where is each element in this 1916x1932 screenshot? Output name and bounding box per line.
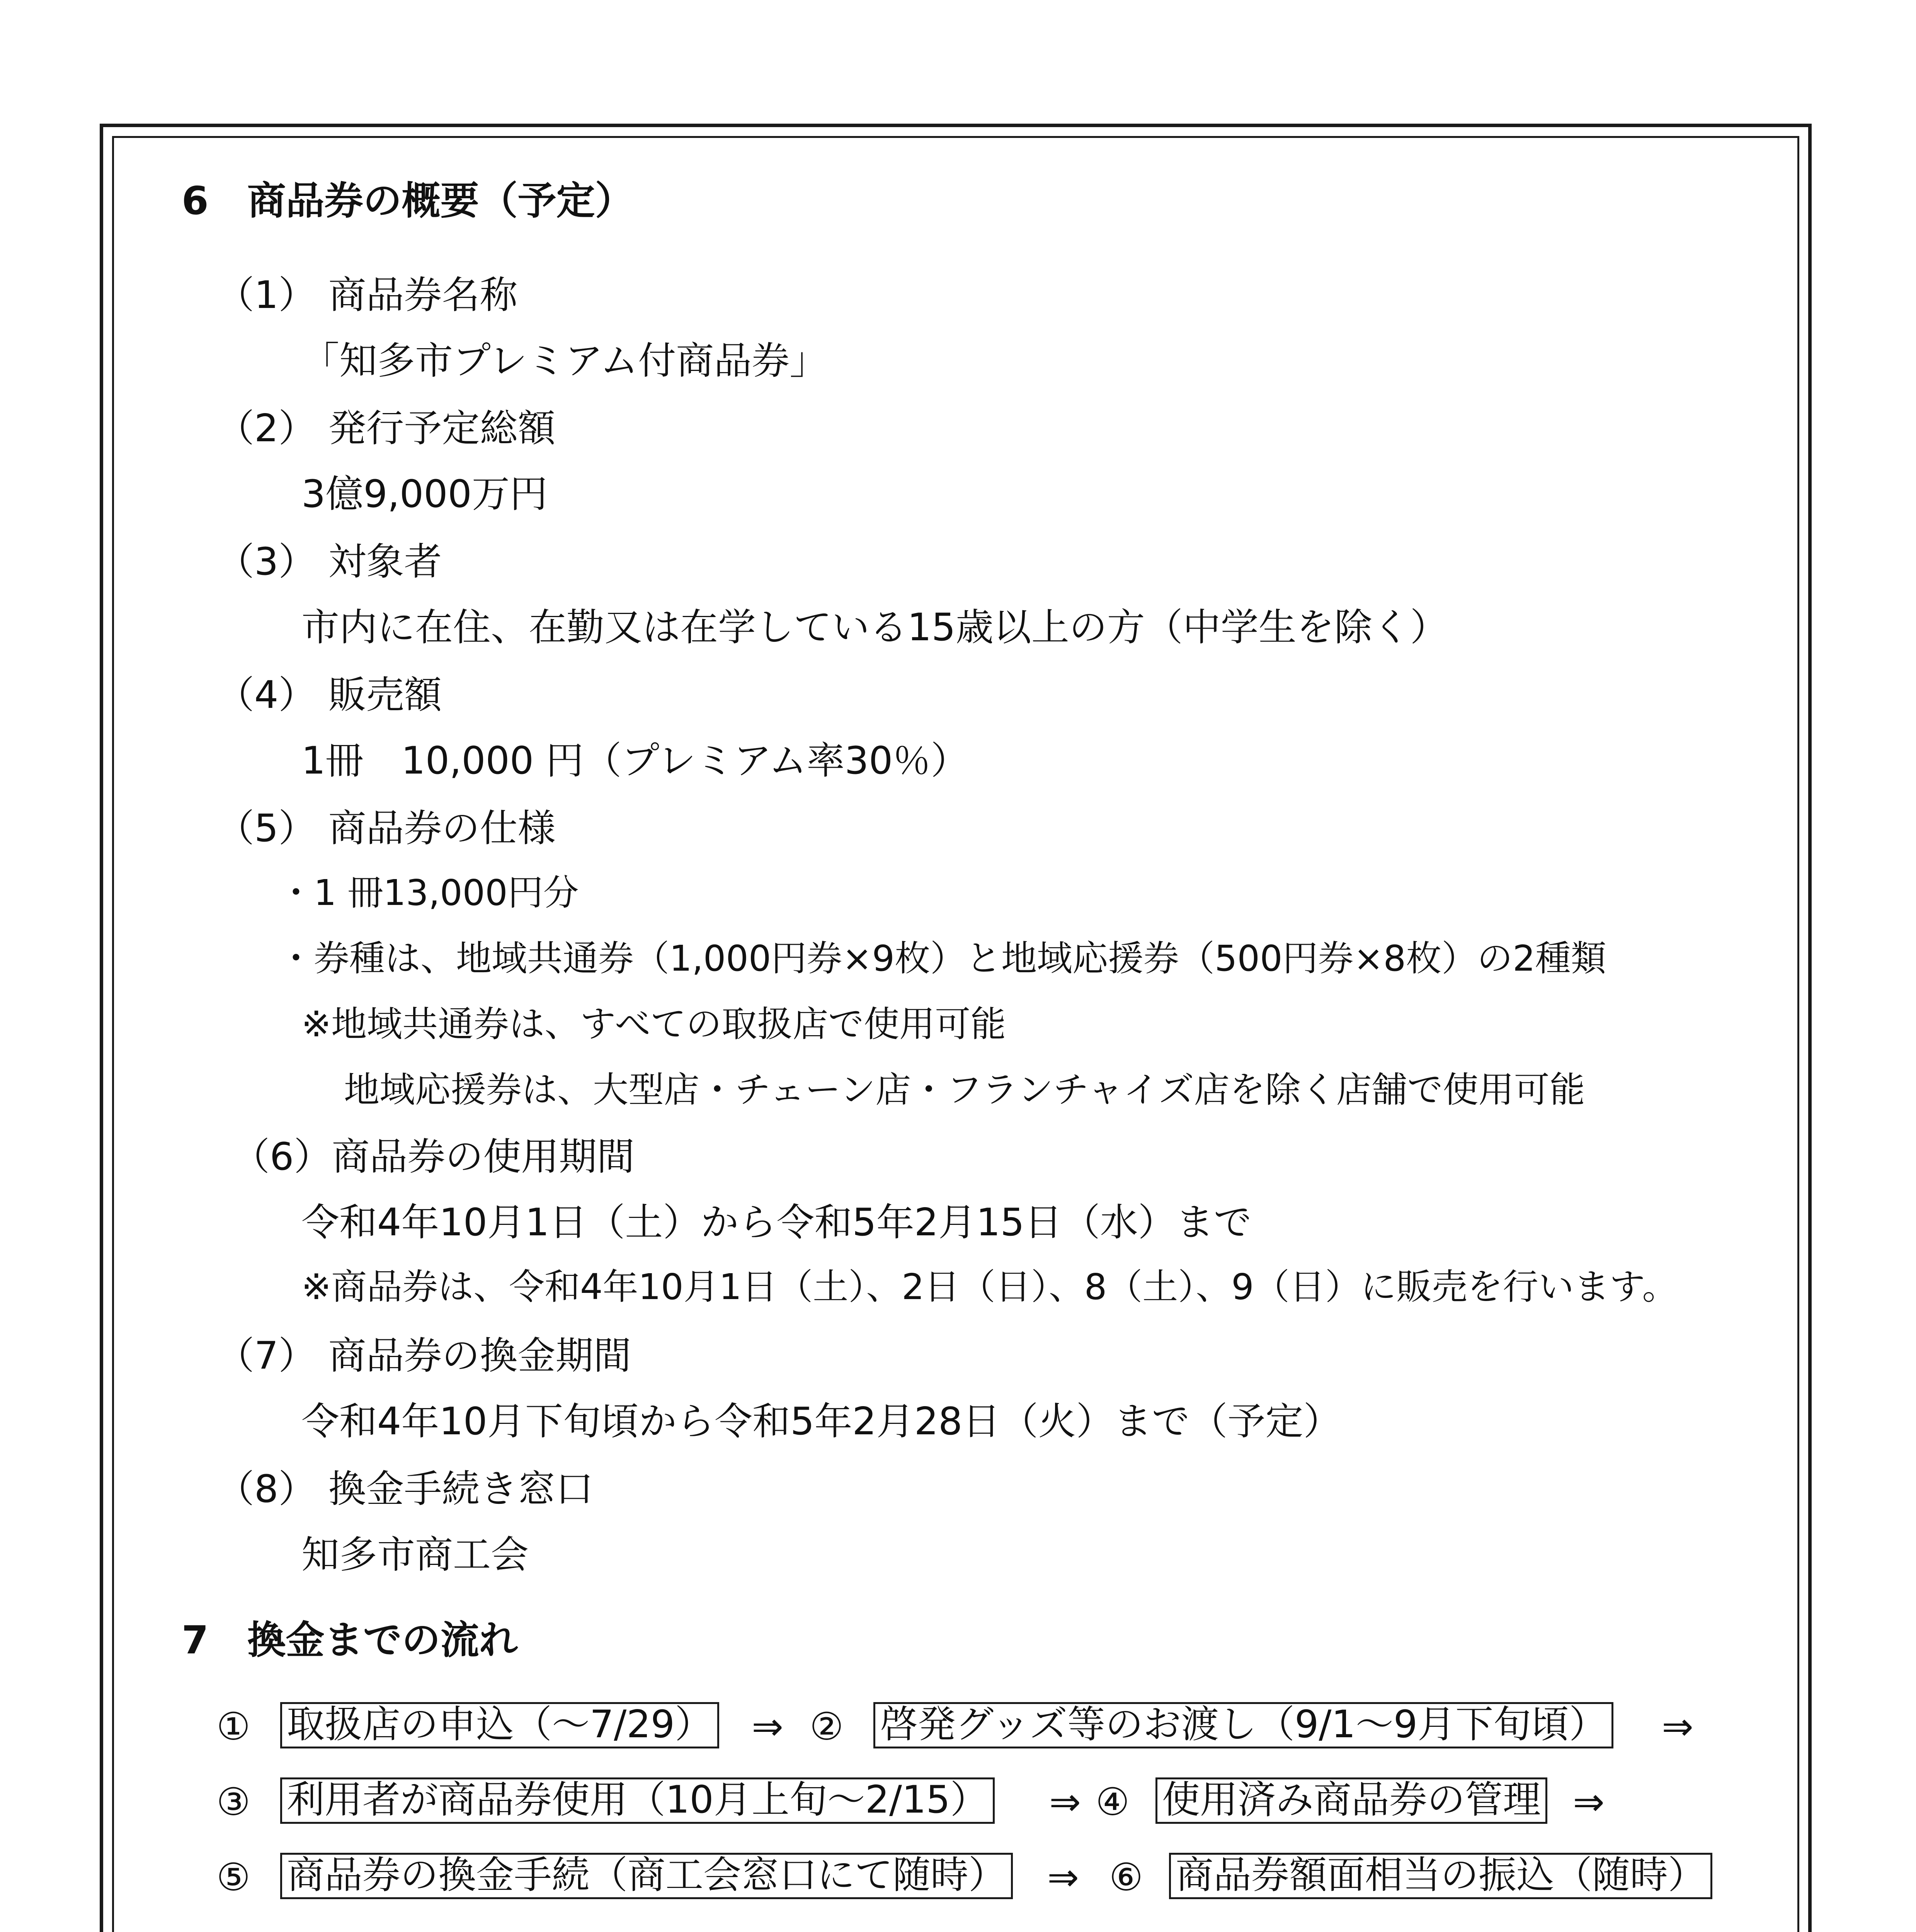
- item6-value: 令和4年10月1日（土）から令和5年2月15日（水）まで: [301, 1201, 1252, 1245]
- step1-box: 取扱店の申込（～7/29）: [280, 1702, 719, 1748]
- item5-note-1: ※地域共通券は、すべての取扱店で使用可能: [301, 1003, 1006, 1045]
- step3-num: ③: [216, 1780, 250, 1824]
- step5-num: ⑤: [216, 1855, 250, 1900]
- item4-label: （4） 販売額: [216, 673, 442, 717]
- item1-value: 「知多市プレミアム付商品券」: [301, 339, 828, 383]
- step2-num: ②: [810, 1705, 844, 1749]
- item8-label: （8） 換金手続き窓口: [216, 1467, 594, 1511]
- step5-box: 商品券の換金手続（商工会窓口にて随時）: [280, 1853, 1013, 1899]
- section6-heading: 6 商品券の概要（予定）: [182, 178, 634, 223]
- item5-note-2: 地域応援券は、大型店・チェーン店・フランチャイズ店を除く店舗で使用可能: [344, 1069, 1585, 1111]
- arrow-2: ⇒: [1662, 1705, 1694, 1749]
- item7-label: （7） 商品券の換金期間: [216, 1334, 631, 1378]
- arrow-3: ⇒: [1049, 1780, 1081, 1824]
- arrow-4: ⇒: [1573, 1780, 1605, 1824]
- item2-value: 3億9,000万円: [301, 472, 548, 516]
- item4-value: 1冊 10,000 円（プレミアム率30％）: [301, 739, 969, 783]
- step4-box: 使用済み商品券の管理: [1155, 1777, 1547, 1824]
- item2-label: （2） 発行予定総額: [216, 406, 556, 451]
- step2-box: 啓発グッズ等のお渡し（9/1～9月下旬頃）: [873, 1702, 1613, 1748]
- item5-label: （5） 商品券の仕様: [216, 806, 556, 850]
- item8-value: 知多市商工会: [301, 1533, 529, 1577]
- item7-value: 令和4年10月下旬頃から令和5年2月28日（火）まで（予定）: [301, 1400, 1341, 1444]
- step4-num: ④: [1096, 1780, 1130, 1824]
- item5-bullet-2: ・券種は、地域共通券（1,000円券×9枚）と地域応援券（500円券×8枚）の2種類: [278, 938, 1606, 979]
- item3-value: 市内に在住、在勤又は在学している15歳以上の方（中学生を除く）: [301, 605, 1448, 650]
- step3-box: 利用者が商品券使用（10月上旬～2/15）: [280, 1777, 995, 1824]
- item6-label: （6）商品券の使用期間: [232, 1135, 635, 1179]
- item3-label: （3） 対象者: [216, 540, 442, 584]
- item5-bullet-1: ・1 冊13,000円分: [278, 872, 579, 913]
- item6-note: ※商品券は、令和4年10月1日（土）、2日（日）、8（土）、9（日）に販売を行います。: [301, 1266, 1678, 1308]
- arrow-5: ⇒: [1047, 1855, 1079, 1900]
- section7-heading: 7 換金までの流れ: [182, 1617, 518, 1663]
- step6-num: ⑥: [1109, 1855, 1143, 1900]
- arrow-1: ⇒: [752, 1705, 784, 1749]
- item1-label: （1） 商品券名称: [216, 273, 518, 317]
- step6-box: 商品券額面相当の振込（随時）: [1169, 1853, 1712, 1899]
- step1-num: ①: [216, 1705, 250, 1749]
